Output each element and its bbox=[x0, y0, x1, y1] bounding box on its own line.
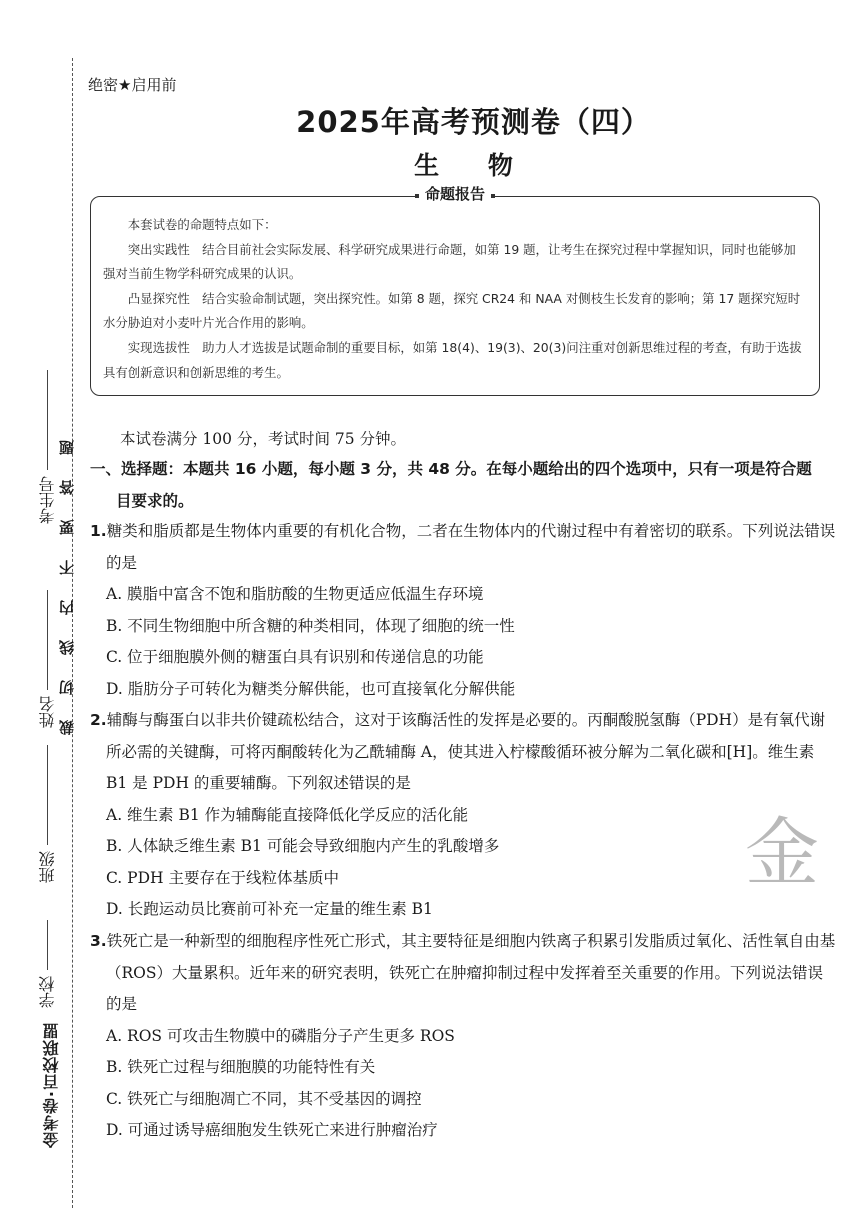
report-title: 命题报告 bbox=[417, 183, 493, 204]
question-number: 2. bbox=[90, 711, 107, 729]
question-text: 辅酶与酶蛋白以非共价键疏松结合，这对于该酶活性的发挥是必要的。丙酮酸脱氢酶（PDH）是有氧代谢所必需的关键酶，可将丙酮酸转化为乙酰辅酶 A，使其进入柠檬酸循环被分解为二氧化碳和[H]。维生素 B1 是 PDH 的重要辅酶。下列叙述错误的是 bbox=[106, 711, 826, 792]
section-heading-line1: 一、选择题：本题共 16 小题，每小题 3 分，共 48 分。在每小题给出的四个选项中，只有一项是符合题 bbox=[90, 460, 812, 478]
cut-notice-char: 内 bbox=[58, 600, 76, 616]
watermark-logo: 金 bbox=[745, 810, 819, 896]
question-stem bbox=[90, 926, 837, 1021]
report-item: 突出实践性 结合目前社会实际发展、科学研究成果进行命题，如第 19 题，让考生在探究过程中掌握知识，同时也能够加强对当前生物学科研究成果的认识。 bbox=[103, 241, 796, 282]
school-field-line bbox=[47, 920, 48, 970]
option-b[interactable]: B. 人体缺乏维生素 B1 可能会导致细胞内产生的乳酸增多 bbox=[106, 837, 500, 855]
option-d[interactable]: D. 长跑运动员比赛前可补充一定量的维生素 B1 bbox=[106, 900, 433, 918]
confidential-label: 绝密★启用前 bbox=[88, 76, 177, 94]
school-field[interactable] bbox=[34, 920, 60, 1008]
exam-number-field-line bbox=[47, 370, 48, 470]
report-item: 凸显探究性 结合实验命制试题，突出探究性。如第 8 题，探究 CR24 和 NAA 对侧枝生长发育的影响；第 17 题探究短时水分胁迫对小麦叶片光合作用的影响。 bbox=[103, 290, 801, 331]
school-label: 学校 bbox=[37, 976, 57, 1008]
question-text: 铁死亡是一种新型的细胞程序性死亡形式，其主要特征是细胞内铁离子积累引发脂质过氧化、活性氧自由基（ROS）大量累积。近年来的研究表明，铁死亡在肿瘤抑制过程中发挥着至关重要的作用。下列说法错误的是 bbox=[106, 932, 836, 1013]
exam-intro: 本试卷满分 100 分，考试时间 75 分钟。 bbox=[120, 430, 407, 448]
class-field-line bbox=[47, 745, 48, 845]
option-a[interactable]: A. 膜脂中富含不饱和脂肪酸的生物更适应低温生存环境 bbox=[106, 585, 484, 603]
cut-notice-char: 不 bbox=[58, 560, 76, 576]
question-3 bbox=[90, 926, 837, 1147]
brand-label: 金考卷·百校联盟 bbox=[42, 1022, 61, 1149]
cut-notice-char: 裁 bbox=[58, 720, 76, 736]
subject-title: 生 物 bbox=[414, 151, 533, 180]
cut-notice-char: 要 bbox=[58, 520, 76, 536]
report-box bbox=[90, 185, 820, 396]
class-label: 班级 bbox=[37, 851, 57, 883]
option-d[interactable]: D. 可通过诱导癌细胞发生铁死亡来进行肿瘤治疗 bbox=[106, 1121, 438, 1139]
option-c[interactable]: C. 位于细胞膜外侧的糖蛋白具有识别和传递信息的功能 bbox=[106, 648, 484, 666]
name-field-line bbox=[47, 590, 48, 690]
cut-notice-char: 切 bbox=[58, 680, 76, 696]
question-1 bbox=[90, 516, 837, 705]
question-number: 1. bbox=[90, 522, 107, 540]
page-title: 2025年高考预测卷（四） bbox=[296, 105, 651, 139]
exam-number-label: 考生号 bbox=[37, 476, 57, 524]
question-stem bbox=[90, 516, 837, 579]
report-lead: 本套试卷的命题特点如下： bbox=[127, 217, 277, 232]
cut-notice-char: 线 bbox=[58, 640, 76, 656]
cut-notice-char: 答 bbox=[58, 480, 76, 496]
section-heading bbox=[90, 454, 837, 517]
question-2 bbox=[90, 705, 837, 926]
report-body bbox=[103, 213, 807, 385]
question-text: 糖类和脂质都是生物体内重要的有机化合物，二者在生物体内的代谢过程中有着密切的联系。下列说法错误的是 bbox=[106, 522, 836, 572]
report-item: 实现选拔性 助力人才选拔是试题命制的重要目标，如第 18(4)、19(3)、20(3)问注重对创新思维过程的考查，有助于选拔具有创新意识和创新思维的考生。 bbox=[103, 339, 802, 380]
option-b[interactable]: B. 不同生物细胞中所含糖的种类相同，体现了细胞的统一性 bbox=[106, 616, 515, 635]
option-a[interactable]: A. ROS 可攻击生物膜中的磷脂分子产生更多 ROS bbox=[106, 1026, 455, 1045]
class-field[interactable] bbox=[34, 745, 60, 883]
section-heading-line2: 目要求的。 bbox=[116, 491, 194, 510]
option-c[interactable]: C. 铁死亡与细胞凋亡不同，其不受基因的调控 bbox=[106, 1089, 422, 1108]
question-stem bbox=[90, 705, 837, 800]
option-c[interactable]: C. PDH 主要存在于线粒体基质中 bbox=[106, 868, 339, 887]
name-label: 姓名 bbox=[37, 696, 57, 728]
option-d[interactable]: D. 脂肪分子可转化为糖类分解供能，也可直接氧化分解供能 bbox=[106, 679, 516, 698]
cut-notice-char: 题 bbox=[58, 440, 76, 456]
option-b[interactable]: B. 铁死亡过程与细胞膜的功能特性有关 bbox=[106, 1058, 376, 1076]
option-a[interactable]: A. 维生素 B1 作为辅酶能直接降低化学反应的活化能 bbox=[106, 805, 469, 824]
question-number: 3. bbox=[90, 932, 107, 950]
cut-line-notice bbox=[56, 428, 77, 748]
